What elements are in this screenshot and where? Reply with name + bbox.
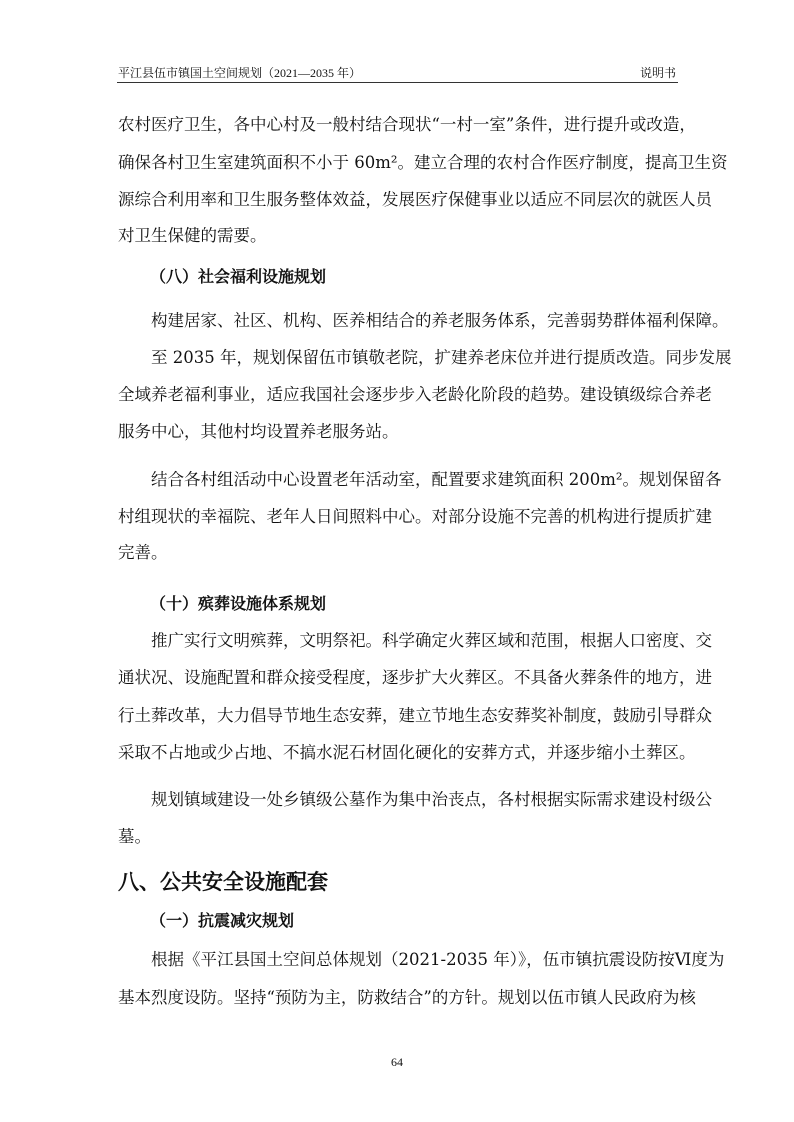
paragraph-line: 源综合利用率和卫生服务整体效益，发展医疗保健事业以适应不同层次的就医人员 bbox=[118, 190, 712, 209]
paragraph-line: 行土葬改革，大力倡导节地生态安葬，建立节地生态安葬奖补制度，鼓励引导群众 bbox=[118, 706, 712, 725]
paragraph-line: 规划镇域建设一处乡镇级公墓作为集中治丧点，各村根据实际需求建设村级公 bbox=[151, 790, 712, 809]
paragraph-line: 基本烈度设防。坚持“预防为主，防救结合”的方针。规划以伍市镇人民政府为核 bbox=[118, 988, 696, 1007]
subsection-heading: （一）抗震减灾规划 bbox=[150, 911, 295, 930]
paragraph-line: 全域养老福利事业，适应我国社会逐步步入老龄化阶段的趋势。建设镇级综合养老 bbox=[118, 385, 712, 404]
section-heading: 八、公共安全设施配套 bbox=[118, 870, 328, 894]
paragraph-line: 推广实行文明殡葬，文明祭祀。科学确定火葬区域和范围，根据人口密度、交 bbox=[151, 631, 712, 650]
header-rule bbox=[117, 82, 678, 83]
subsection-heading: （十）殡葬设施体系规划 bbox=[150, 594, 327, 613]
paragraph-line: 确保各村卫生室建筑面积不小于 60m²。建立合理的农村合作医疗制度，提高卫生资 bbox=[118, 153, 728, 172]
paragraph-line: 完善。 bbox=[118, 543, 168, 562]
paragraph-line: 根据《平江县国土空间总体规划（2021-2035 年）》，伍市镇抗震设防按Ⅵ度为 bbox=[151, 950, 725, 969]
paragraph-line: 至 2035 年，规划保留伍市镇敬老院，扩建养老床位并进行提质改造。同步发展 bbox=[151, 348, 732, 367]
page-number: 64 bbox=[391, 1055, 403, 1069]
running-header-title: 平江县伍市镇国土空间规划（2021—2035 年） bbox=[118, 66, 362, 80]
subsection-heading: （八）社会福利设施规划 bbox=[150, 267, 327, 286]
paragraph-line: 通状况、设施配置和群众接受程度，逐步扩大火葬区。不具备火葬条件的地方，进 bbox=[118, 668, 712, 687]
paragraph-line: 村组现状的幸福院、老年人日间照料中心。对部分设施不完善的机构进行提质扩建 bbox=[118, 507, 712, 526]
paragraph-line: 结合各村组活动中心设置老年活动室，配置要求建筑面积 200m²。规划保留各 bbox=[151, 470, 722, 489]
paragraph-line: 对卫生保健的需要。 bbox=[118, 226, 267, 245]
running-header-doc-type: 说明书 bbox=[639, 66, 676, 80]
paragraph-line: 农村医疗卫生，各中心村及一般村结合现状“一村一室”条件，进行提升或改造， bbox=[118, 115, 696, 134]
paragraph-line: 服务中心，其他村均设置养老服务站。 bbox=[118, 422, 399, 441]
paragraph-line: 构建居家、社区、机构、医养相结合的养老服务体系，完善弱势群体福利保障。 bbox=[151, 311, 729, 330]
paragraph-line: 墓。 bbox=[118, 827, 151, 846]
paragraph-line: 采取不占地或少占地、不搞水泥石材固化硬化的安葬方式，并逐步缩小土葬区。 bbox=[118, 743, 696, 762]
